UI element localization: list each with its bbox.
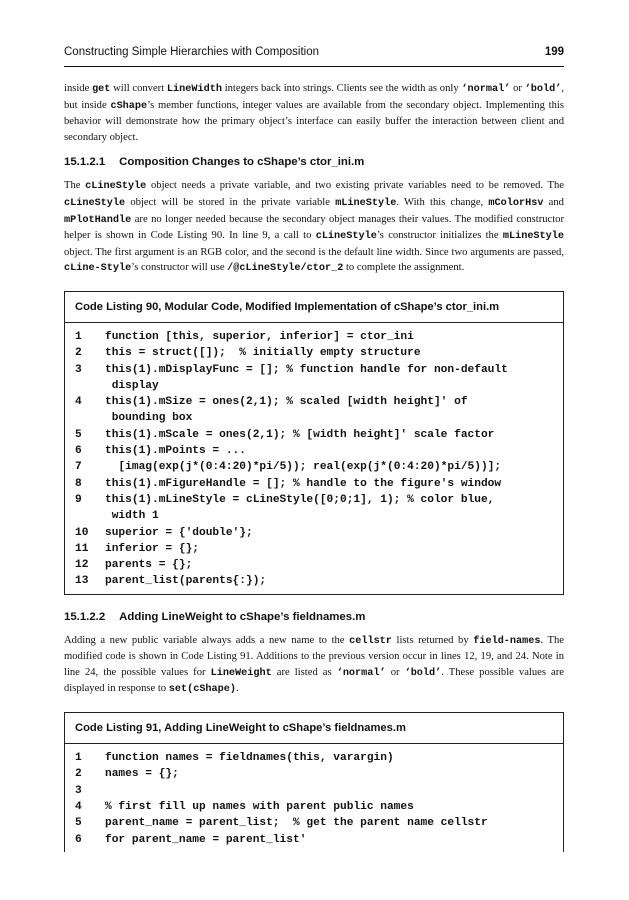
book-page xyxy=(64,46,564,852)
code-line xyxy=(75,783,553,799)
section-heading-15-1-2-1 xyxy=(64,156,564,168)
code-listing-90 xyxy=(64,291,564,595)
inline-code: ‘normal’ xyxy=(336,667,386,679)
code-line xyxy=(75,525,553,541)
code-text: superior = {'double'}; xyxy=(105,526,253,539)
line-number: 6 xyxy=(75,833,82,846)
line-number: 1 xyxy=(75,752,82,765)
line-number: 4 xyxy=(75,396,82,409)
line-number: 5 xyxy=(75,428,82,441)
code-line xyxy=(75,459,553,475)
inline-code: ‘normal’ xyxy=(461,84,511,95)
code-text: parent_name = parent_list; % get the parent name cellstr xyxy=(105,817,488,830)
code-line xyxy=(75,799,553,815)
inline-code: field-names xyxy=(473,635,541,647)
code-text: this(1).mLineStyle = cLineStyle([0;0;1], 1); % color blue, width 1 xyxy=(105,493,495,523)
code-text: [imag(exp(j*(0:4:20)*pi/5)); real(exp(j*(0:4:20)*pi/5))]; xyxy=(105,461,502,474)
inline-code: cShape xyxy=(110,100,148,112)
inline-code: cellstr xyxy=(349,635,392,647)
code-text: for parent_name = parent_list' xyxy=(105,833,307,846)
line-number: 2 xyxy=(75,347,82,360)
code-line xyxy=(75,815,553,831)
page-number: 199 xyxy=(544,46,564,58)
code-line xyxy=(75,427,553,443)
line-number: 9 xyxy=(75,493,82,506)
code-line xyxy=(75,362,553,395)
inline-code: set(cShape) xyxy=(168,684,236,696)
code-text: names = {}; xyxy=(105,768,179,781)
inline-code: get xyxy=(92,84,111,95)
paragraph-lineweight: Adding a new public variable always adds a new name to the cellstr lists returned by field-names. The modified code is shown in Code Listing 91. Additions to the previous version occur in lines 12, 19, and 24. Note in line 24, the possible values for LineWeight are listed as ‘normal’ or ‘bold’. These possible values are displayed in response to set(cShape). xyxy=(64,634,565,696)
line-number: 2 xyxy=(75,768,82,781)
paragraph-intro: inside get will convert LineWidth integers back into strings. Clients see the width as only ‘normal’ or ‘bold’, but inside cShape’s member functions, integer values are available from the secondary object. Implementing this behavior will demonstrate how the primary object’s interface can easily buffer the interaction between client and secondary object. xyxy=(64,83,564,143)
code-listing-caption: Code Listing 91, Adding LineWeight to cShape’s fieldnames.m xyxy=(65,713,563,744)
line-number: 13 xyxy=(75,575,89,588)
line-number: 1 xyxy=(75,330,82,343)
code-listing-91 xyxy=(64,712,564,852)
line-number: 3 xyxy=(75,784,82,797)
line-number: 11 xyxy=(75,542,89,555)
code-text: parents = {}; xyxy=(105,559,193,572)
inline-code: cLineStyle xyxy=(315,231,377,243)
code-text: this(1).mDisplayFunc = []; % function handle for non-default display xyxy=(105,363,508,392)
code-line xyxy=(75,573,553,589)
code-line xyxy=(75,541,553,557)
inline-code: cLineStyle xyxy=(64,197,126,209)
code-line xyxy=(75,345,553,361)
code-line xyxy=(75,394,553,427)
section-number: 15.1.2.2 xyxy=(64,610,106,623)
line-number: 12 xyxy=(75,559,89,572)
line-number: 7 xyxy=(75,461,82,474)
code-text: this = struct([]); % initially empty structure xyxy=(105,347,421,360)
section-heading-15-1-2-2 xyxy=(64,611,564,623)
code-text: function names = fieldnames(this, varargin) xyxy=(105,752,394,765)
line-number: 5 xyxy=(75,817,82,830)
running-head xyxy=(64,46,564,67)
code-text: inferior = {}; xyxy=(105,542,199,555)
code-line xyxy=(75,766,553,782)
code-block xyxy=(65,323,563,594)
inline-code: LineWeight xyxy=(210,667,272,679)
running-head-title: Constructing Simple Hierarchies with Composition xyxy=(64,46,320,58)
line-number: 6 xyxy=(75,445,82,458)
code-text: % first fill up names with parent public names xyxy=(105,800,414,813)
code-line xyxy=(75,443,553,459)
code-block xyxy=(65,744,563,852)
code-text: this(1).mFigureHandle = []; % handle to the figure's window xyxy=(105,477,502,490)
inline-code: ‘bold’ xyxy=(404,667,442,679)
code-listing-caption: Code Listing 90, Modular Code, Modified Implementation of cShape’s ctor_ini.m xyxy=(65,292,563,323)
section-title: Composition Changes to cShape’s ctor_ini.m xyxy=(119,156,365,169)
paragraph-composition-changes: The cLineStyle object needs a private variable, and two existing private variables need to be removed. The cLineStyle object will be stored in the private variable mLineStyle. With this change, mColorHsv and mPlotHandle are no longer needed because the secondary object manages their values. The modified constructor helper is shown in Code Listing 90. In line 9, a call to cLineStyle’s constructor initializes the mLineStyle object. The first argument is an RGB color, and the second is the default line width. Since two arguments are passed, cLine-Style’s constructor will use /@cLineStyle/ctor_2 to complete the assignment. xyxy=(64,180,564,275)
line-number: 4 xyxy=(75,800,82,813)
section-title: Adding LineWeight to cShape’s fieldnames.m xyxy=(119,610,366,623)
code-text: this(1).mScale = ones(2,1); % [width height]' scale factor xyxy=(105,428,495,441)
inline-code: mPlotHandle xyxy=(64,214,132,226)
code-text xyxy=(105,783,553,799)
code-line xyxy=(75,832,553,848)
code-text: parent_list(parents{:}); xyxy=(105,575,267,588)
code-line xyxy=(75,492,553,525)
inline-code: cLineStyle xyxy=(85,181,147,193)
inline-code: mLineStyle xyxy=(502,231,564,243)
code-line xyxy=(75,329,553,345)
inline-code: mColorHsv xyxy=(488,197,544,209)
code-text: this(1).mSize = ones(2,1); % scaled [width height]' of bounding box xyxy=(105,396,468,425)
inline-code: LineWidth xyxy=(166,84,222,95)
inline-code: /@cLineStyle/ctor_2 xyxy=(227,263,344,275)
code-line xyxy=(75,750,553,766)
line-number: 3 xyxy=(75,363,82,376)
section-number: 15.1.2.1 xyxy=(64,156,106,169)
line-number: 8 xyxy=(75,477,82,490)
line-number: 10 xyxy=(75,526,89,539)
code-line xyxy=(75,557,553,573)
code-text: this(1).mPoints = ... xyxy=(105,445,246,458)
inline-code: ‘bold’ xyxy=(524,84,562,95)
code-text: function [this, superior, inferior] = ctor_ini xyxy=(105,330,414,343)
code-line xyxy=(75,476,553,492)
inline-code: cLine-Style xyxy=(64,263,132,275)
inline-code: mLineStyle xyxy=(335,197,397,209)
